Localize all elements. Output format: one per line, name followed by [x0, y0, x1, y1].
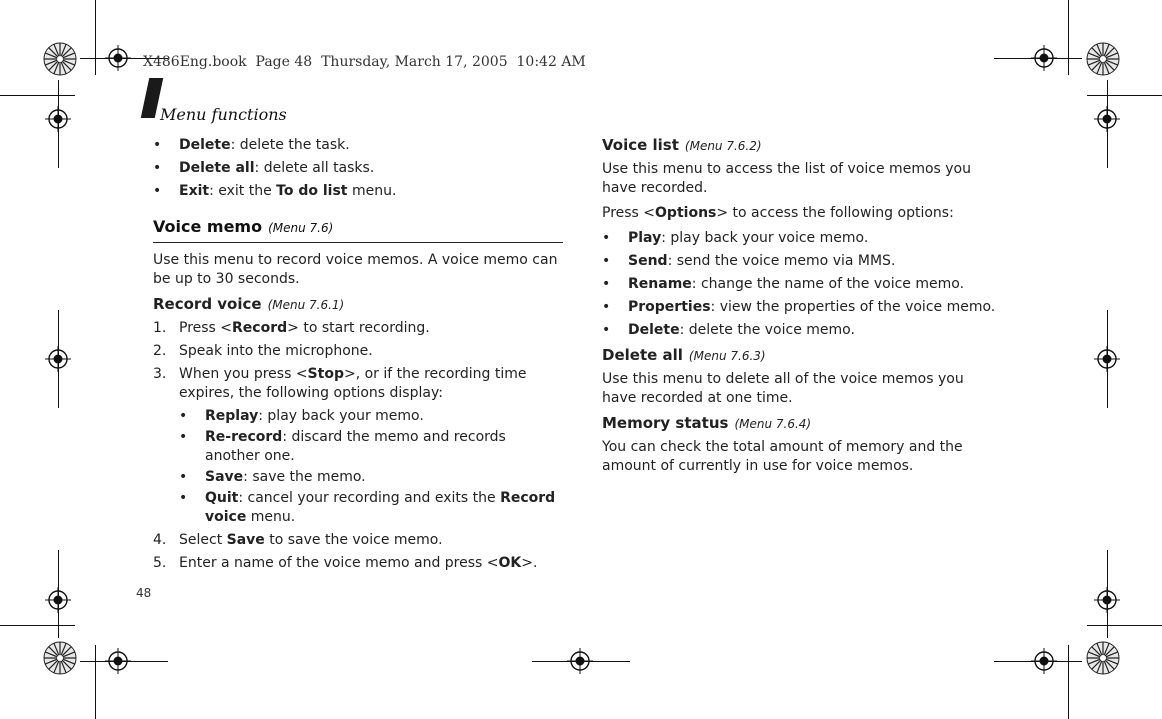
- crop-mark: [532, 661, 630, 662]
- bullet-icon: •: [179, 408, 188, 424]
- starburst-mark-icon: [43, 42, 77, 76]
- memory-status-heading: Memory status (Menu 7.6.4): [602, 414, 812, 432]
- crop-mark: [95, 0, 96, 75]
- crop-mark: [1068, 645, 1069, 719]
- voice-list-press: Press <Options> to access the following options:: [602, 205, 954, 221]
- list-item: • Send: send the voice memo via MMS.: [602, 253, 896, 269]
- starburst-mark-icon: [1086, 641, 1120, 675]
- voice-list-intro: Use this menu to access the list of voice memos you have recorded.: [602, 161, 971, 196]
- left-column: [153, 136, 563, 577]
- voice-list-options: [602, 229, 1002, 340]
- crop-mark: [0, 625, 75, 626]
- list-item: • Properties: view the properties of the voice memo.: [602, 299, 996, 315]
- list-item: • Re-record: discard the memo and records another one.: [179, 429, 506, 464]
- step-item: 3. When you press <Stop>, or if the recording time expires, the following options display: • Replay: play back your memo. • Re-record: discard the memo and records another one. • Save: save the memo. • Quit: cancel your recording and exits the Record voice menu.: [153, 365, 563, 527]
- crop-mark: [1107, 550, 1108, 638]
- crop-mark: [994, 661, 1082, 662]
- section-title: Menu functions: [160, 105, 287, 124]
- crop-mark: [58, 550, 59, 638]
- bullet-icon: •: [602, 322, 611, 338]
- list-item: • Delete: delete the voice memo.: [602, 322, 855, 338]
- record-voice-heading: Record voice (Menu 7.6.1): [153, 295, 345, 313]
- step-item: 2. Speak into the microphone.: [153, 343, 373, 359]
- starburst-mark-icon: [43, 641, 77, 675]
- page-number: 48: [136, 586, 152, 600]
- bullet-icon: •: [602, 276, 611, 292]
- delete-all-text: Use this menu to delete all of the voice memos you have recorded at one time.: [602, 371, 964, 406]
- step-item: 4. Select Save to save the voice memo.: [153, 532, 443, 548]
- list-item: • Delete: delete the task.: [153, 137, 350, 153]
- bullet-icon: •: [153, 183, 162, 199]
- book-stamp: X486Eng.book Page 48 Thursday, March 17, 2005 10:42 AM: [143, 54, 586, 70]
- list-item: • Play: play back your voice memo.: [602, 230, 869, 246]
- crop-mark: [95, 645, 96, 719]
- bullet-icon: •: [179, 490, 188, 506]
- crop-mark: [1068, 0, 1069, 75]
- voice-list-heading: Voice list (Menu 7.6.2): [602, 136, 762, 154]
- menu-ref: (Menu 7.6.1): [267, 298, 345, 312]
- menu-ref: (Menu 7.6.2): [684, 139, 762, 153]
- crop-mark: [0, 95, 75, 96]
- crop-mark: [1107, 310, 1108, 408]
- step-item: 5. Enter a name of the voice memo and press <OK>.: [153, 555, 538, 571]
- step-item: 1. Press <Record> to start recording.: [153, 320, 430, 336]
- voice-memo-heading: Voice memo (Menu 7.6): [153, 217, 563, 243]
- bullet-icon: •: [602, 253, 611, 269]
- list-item: • Delete all: delete all tasks.: [153, 160, 375, 176]
- crop-mark: [994, 58, 1082, 59]
- menu-ref: (Menu 7.6.3): [688, 349, 766, 363]
- bullet-icon: •: [153, 160, 162, 176]
- list-item: • Save: save the memo.: [179, 469, 366, 485]
- menu-ref: (Menu 7.6.4): [734, 417, 812, 431]
- right-column: [602, 136, 1002, 482]
- list-item: • Rename: change the name of the voice memo.: [602, 276, 965, 292]
- bullet-icon: •: [153, 137, 162, 153]
- delete-all-heading: Delete all (Menu 7.6.3): [602, 346, 766, 364]
- record-options-list: [179, 407, 563, 527]
- list-item: • Replay: play back your memo.: [179, 408, 424, 424]
- bullet-icon: •: [179, 429, 188, 445]
- memory-status-text: You can check the total amount of memory and the amount of currently in use for voice memos.: [602, 439, 963, 474]
- menu-ref: (Menu 7.6): [268, 221, 334, 235]
- bullet-icon: •: [602, 230, 611, 246]
- bullet-icon: •: [602, 299, 611, 315]
- list-item: • Quit: cancel your recording and exits the Record voice menu.: [179, 490, 556, 525]
- voice-memo-intro: Use this menu to record voice memos. A voice memo can be up to 30 seconds.: [153, 252, 558, 287]
- starburst-mark-icon: [1086, 42, 1120, 76]
- crop-mark: [1107, 80, 1108, 168]
- todo-options-list: [153, 136, 563, 201]
- list-item: • Exit: exit the To do list menu.: [153, 183, 397, 199]
- crop-mark: [1087, 95, 1162, 96]
- crop-mark: [1087, 625, 1162, 626]
- crop-mark: [80, 661, 168, 662]
- bullet-icon: •: [179, 469, 188, 485]
- crop-mark: [58, 80, 59, 168]
- crop-mark: [58, 310, 59, 408]
